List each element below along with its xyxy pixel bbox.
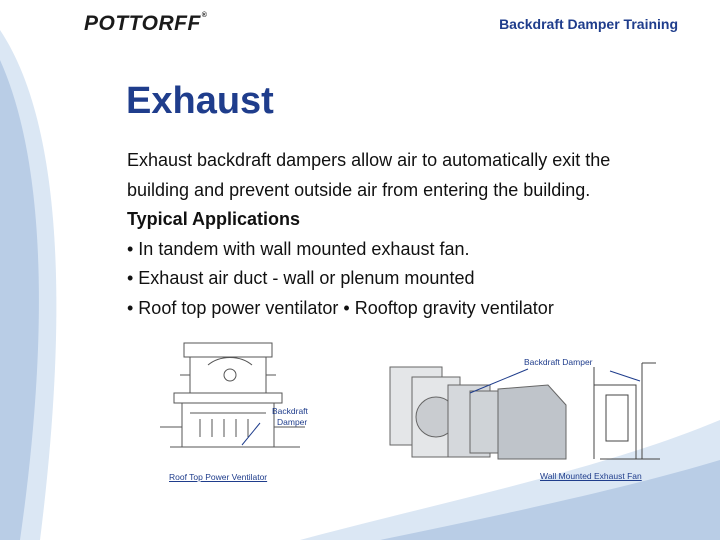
wall-fan-figure xyxy=(370,355,670,485)
wall-fan-drawing xyxy=(370,355,670,470)
bullet-item: • Roof top power ventilator • Rooftop gravity ventilator xyxy=(127,297,554,318)
pottorff-logo xyxy=(84,12,207,36)
left-damper-label-1: Backdraft xyxy=(272,406,308,416)
right-damper-label: Backdraft Damper xyxy=(524,357,593,367)
slide-title: Exhaust xyxy=(126,80,274,122)
left-damper-label-2: Damper xyxy=(277,417,308,427)
right-figure-caption: Wall Mounted Exhaust Fan xyxy=(540,471,642,481)
logo-text: POTTORFF xyxy=(84,12,201,35)
bullet-item: • In tandem with wall mounted exhaust fan. xyxy=(127,238,470,259)
applications-heading: Typical Applications xyxy=(127,209,301,229)
intro-line-2: building and prevent outside air from entering the building. xyxy=(127,179,591,200)
registered-mark: ® xyxy=(201,12,208,19)
roof-ventilator-figure xyxy=(160,335,320,485)
slide-body xyxy=(127,146,707,323)
roof-ventilator-drawing xyxy=(160,335,320,465)
header-title: Backdraft Damper Training xyxy=(499,16,678,32)
left-figure-caption: Roof Top Power Ventilator xyxy=(169,472,268,482)
bullet-item: • Exhaust air duct - wall or plenum mounted xyxy=(127,268,475,288)
intro-line-1: Exhaust backdraft dampers allow air to automatically exit the xyxy=(127,150,611,170)
